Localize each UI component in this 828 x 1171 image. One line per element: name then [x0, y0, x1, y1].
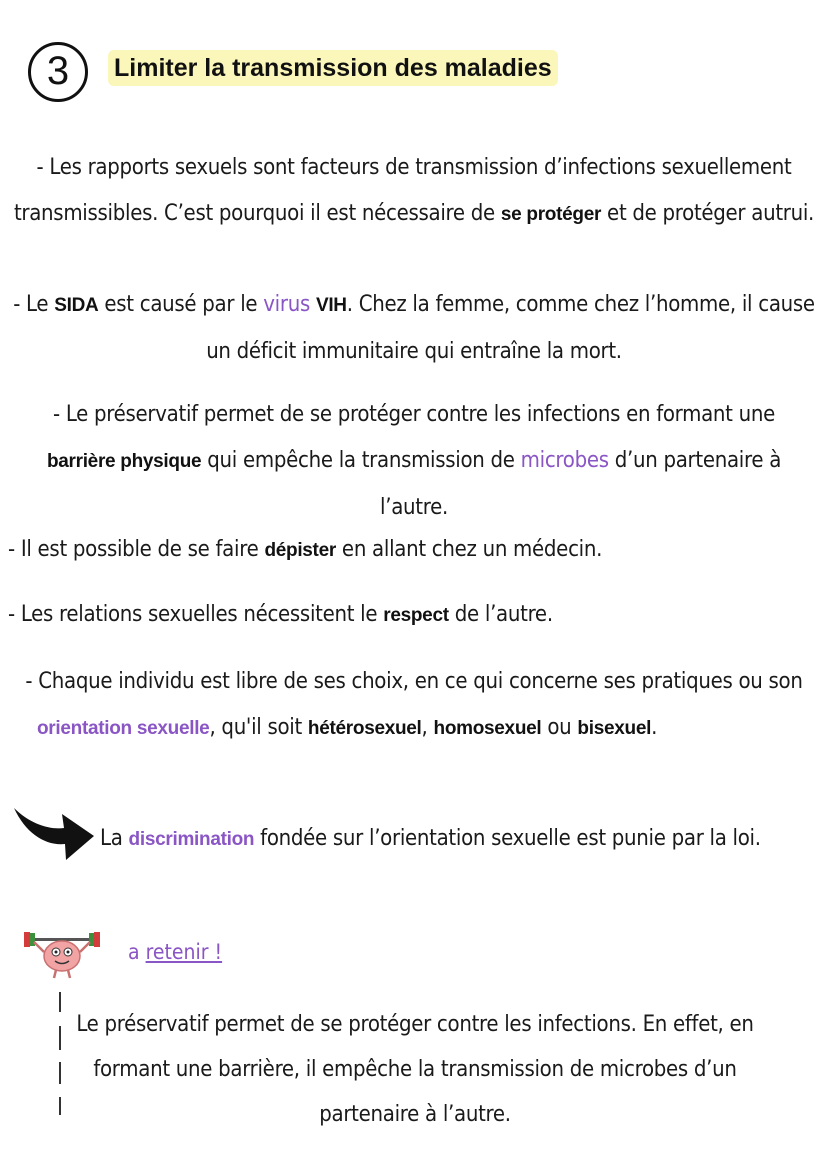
section-title: Limiter la transmission des maladies: [108, 50, 558, 86]
text: - Le: [13, 292, 55, 317]
text: La: [100, 826, 129, 851]
bold-term: bisexuel: [577, 718, 652, 739]
paragraph-line: - Chaque individu est libre de ses choix, en ce qui concerne ses pratiques ou son: [25, 669, 803, 694]
text: transmissibles. C’est pourquoi il est nécessaire de: [13, 201, 501, 226]
paragraph-depistage: [8, 527, 820, 574]
paragraph-sida: [0, 282, 828, 375]
paragraph-line: partenaire à l’autre.: [319, 1102, 511, 1127]
paragraph-line: - Le préservatif permet de se protéger contre les infections en formant une: [53, 402, 775, 427]
retenir-summary: [70, 1002, 760, 1137]
text: et de protéger autrui.: [601, 201, 815, 226]
margin-bar: [59, 1097, 61, 1115]
retenir-link: retenir !: [145, 940, 223, 964]
purple-term: virus: [263, 292, 310, 317]
paragraph-line: [0, 282, 828, 329]
text: qui empêche la transmission de: [201, 448, 521, 473]
margin-bar: [59, 1062, 61, 1084]
paragraph-transmission: [0, 145, 828, 238]
purple-term: microbes: [520, 448, 609, 473]
bold-term: dépister: [264, 540, 336, 561]
text: est causé par le: [98, 292, 264, 317]
paragraph-line: formant une barrière, il empêche la transmission de microbes d’un: [93, 1057, 737, 1082]
text: - Il est possible de se faire: [8, 537, 265, 562]
text: d’un partenaire à: [608, 448, 782, 473]
retenir-label: [128, 940, 222, 964]
paragraph-line: un déficit immunitaire qui entraîne la mort.: [206, 339, 622, 364]
text: en allant chez un médecin.: [335, 537, 603, 562]
paragraph-respect: [8, 592, 820, 639]
text: ou: [541, 715, 578, 740]
margin-bar: [59, 992, 61, 1012]
bold-term: hétérosexuel: [307, 718, 422, 739]
text: fondée sur l’orientation sexuelle est punie par la loi.: [254, 826, 761, 851]
paragraph-line: [0, 191, 828, 238]
text: - Les relations sexuelles nécessitent le: [8, 602, 384, 627]
text: .: [651, 715, 658, 740]
purple-bold-term: orientation sexuelle: [37, 718, 210, 739]
paragraph-discrimination: [100, 816, 820, 863]
brain-weightlifting-icon: [20, 928, 104, 980]
bold-term: barrière physique: [46, 451, 202, 472]
paragraph-line: [0, 438, 828, 485]
text: a: [128, 940, 146, 964]
curved-arrow-icon: [12, 800, 96, 862]
margin-bar: [59, 1026, 61, 1050]
bold-term: respect: [383, 605, 449, 626]
bold-term: SIDA: [54, 295, 99, 316]
paragraph-line: l’autre.: [380, 495, 448, 520]
purple-bold-term: discrimination: [128, 829, 255, 850]
paragraph-line: Le préservatif permet de se protéger contre les infections. En effet, en: [76, 1012, 754, 1037]
bold-term: se protéger: [500, 204, 602, 225]
paragraph-line: [0, 705, 828, 752]
paragraph-orientation: [0, 659, 828, 752]
text: ,: [421, 715, 434, 740]
paragraph-line: - Les rapports sexuels sont facteurs de transmission d’infections sexuellement: [36, 155, 792, 180]
text: , qu'il soit: [209, 715, 308, 740]
section-number-badge: 3: [28, 42, 88, 102]
bold-term: VIH: [315, 295, 347, 316]
paragraph-preservatif: [0, 392, 828, 531]
text: de l’autre.: [448, 602, 553, 627]
text: . Chez la femme, comme chez l’homme, il cause: [346, 292, 815, 317]
bold-term: homosexuel: [433, 718, 542, 739]
